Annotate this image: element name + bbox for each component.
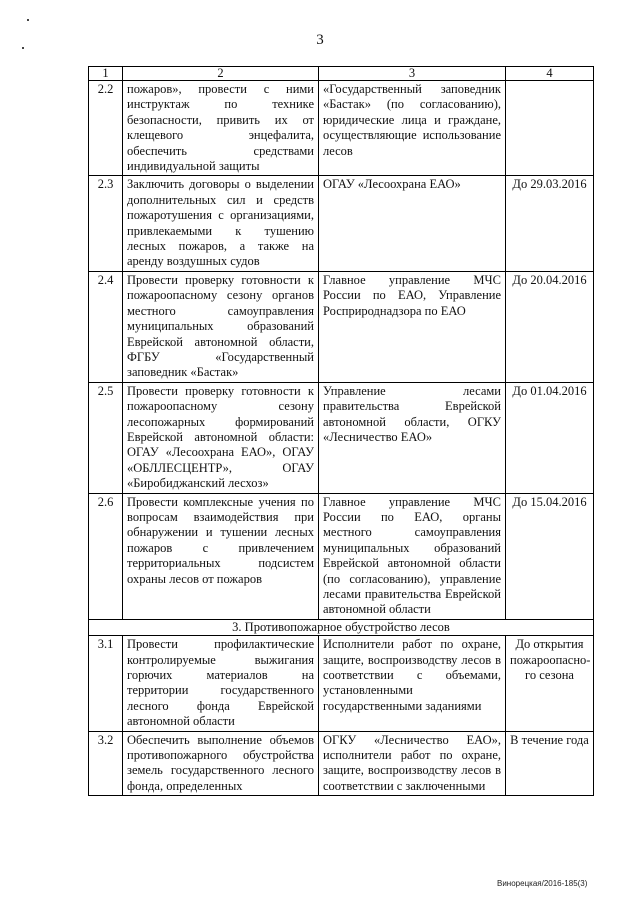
executor-cell: Главное управление МЧС России по ЕАО, Управление Росприроднадзора по ЕАО — [319, 271, 506, 382]
table-row — [89, 493, 594, 619]
executor-cell: Исполнители работ по охране, защите, воспроизводству лесов в соответствии с объемами, установленными государственными заданиями — [319, 636, 506, 731]
row-number-cell: 2.4 — [89, 271, 123, 382]
table-row — [89, 731, 594, 796]
row-number-cell: 3.1 — [89, 636, 123, 731]
table-row — [89, 176, 594, 271]
row-number-cell: 2.2 — [89, 81, 123, 176]
fire-prevention-plan-table — [88, 66, 594, 796]
row-number-cell: 2.3 — [89, 176, 123, 271]
action-cell: Провести проверку готовности к пожароопасному сезону лесопожарных формирований Еврейской автономной области: ОГАУ «Лесоохрана ЕАО», ОГАУ «ОБЛЛЕСЦЕНТР», ОГАУ «Биробиджанский лесхоз» — [123, 382, 319, 493]
action-cell: Провести проверку готовности к пожароопасному сезону органов местного самоуправления муниципальных образований Еврейской автономной области, ФГБУ «Государственный заповедник «Бастак» — [123, 271, 319, 382]
plan-table-wrapper — [88, 66, 593, 796]
executor-cell: Главное управление МЧС России по ЕАО, органы местного самоуправления муниципальных образований Еврейской автономной области (по согласованию), управление лесами правительства Еврейской автономной области — [319, 493, 506, 619]
action-cell: Заключить договоры о выделении дополнительных сил и средств пожаротушения с организациями, привлекаемыми к тушению лесных пожаров, а также на аренду воздушных судов — [123, 176, 319, 271]
section-heading: 3. Противопожарное обустройство лесов — [89, 619, 594, 635]
header-col-1: 1 — [89, 67, 123, 81]
header-col-3: 3 — [319, 67, 506, 81]
row-number-cell: 3.2 — [89, 731, 123, 796]
header-col-4: 4 — [506, 67, 594, 81]
page-number: 3 — [316, 32, 324, 48]
row-number-cell: 2.5 — [89, 382, 123, 493]
executor-cell: «Государственный заповедник «Бастак» (по согласованию), юридические лица и граждане, осуществляющие использование лесов — [319, 81, 506, 176]
deadline-cell: До 15.04.2016 — [506, 493, 594, 619]
row-number-cell: 2.6 — [89, 493, 123, 619]
executor-cell: ОГКУ «Лесничество ЕАО», исполнители работ по охране, защите, воспроизводству лесов в соответствии с заключенными — [319, 731, 506, 796]
table-row — [89, 382, 594, 493]
section-heading-row — [89, 619, 594, 635]
executor-cell: Управление лесами правительства Еврейской автономной области, ОГКУ «Лесничество ЕАО» — [319, 382, 506, 493]
scan-speck — [27, 19, 29, 21]
table-row — [89, 81, 594, 176]
deadline-cell: До открытия пожароопасно-го сезона — [506, 636, 594, 731]
action-cell: Провести комплексные учения по вопросам взаимодействия при обнаружении и тушении лесных пожаров с привлечением территориальных подсистем охраны лесов от пожаров — [123, 493, 319, 619]
action-cell: пожаров», провести с ними инструктаж по технике безопасности, привить их от клещевого энцефалита, обеспечить средствами индивидуальной защиты — [123, 81, 319, 176]
executor-cell: ОГАУ «Лесоохрана ЕАО» — [319, 176, 506, 271]
table-body — [89, 67, 594, 796]
action-cell: Обеспечить выполнение объемов противопожарного обустройства земель государственного лесного фонда, определенных — [123, 731, 319, 796]
table-row — [89, 271, 594, 382]
deadline-cell: До 01.04.2016 — [506, 382, 594, 493]
action-cell: Провести профилактические контролируемые выжигания горючих материалов на территории государственного лесного фонда Еврейской автономной области — [123, 636, 319, 731]
deadline-cell: До 29.03.2016 — [506, 176, 594, 271]
deadline-cell — [506, 81, 594, 176]
table-row — [89, 636, 594, 731]
document-footer-code: Винорецкая/2016-185(3) — [497, 879, 588, 888]
table-header-row — [89, 67, 594, 81]
deadline-cell: В течение года — [506, 731, 594, 796]
deadline-cell: До 20.04.2016 — [506, 271, 594, 382]
header-col-2: 2 — [123, 67, 319, 81]
